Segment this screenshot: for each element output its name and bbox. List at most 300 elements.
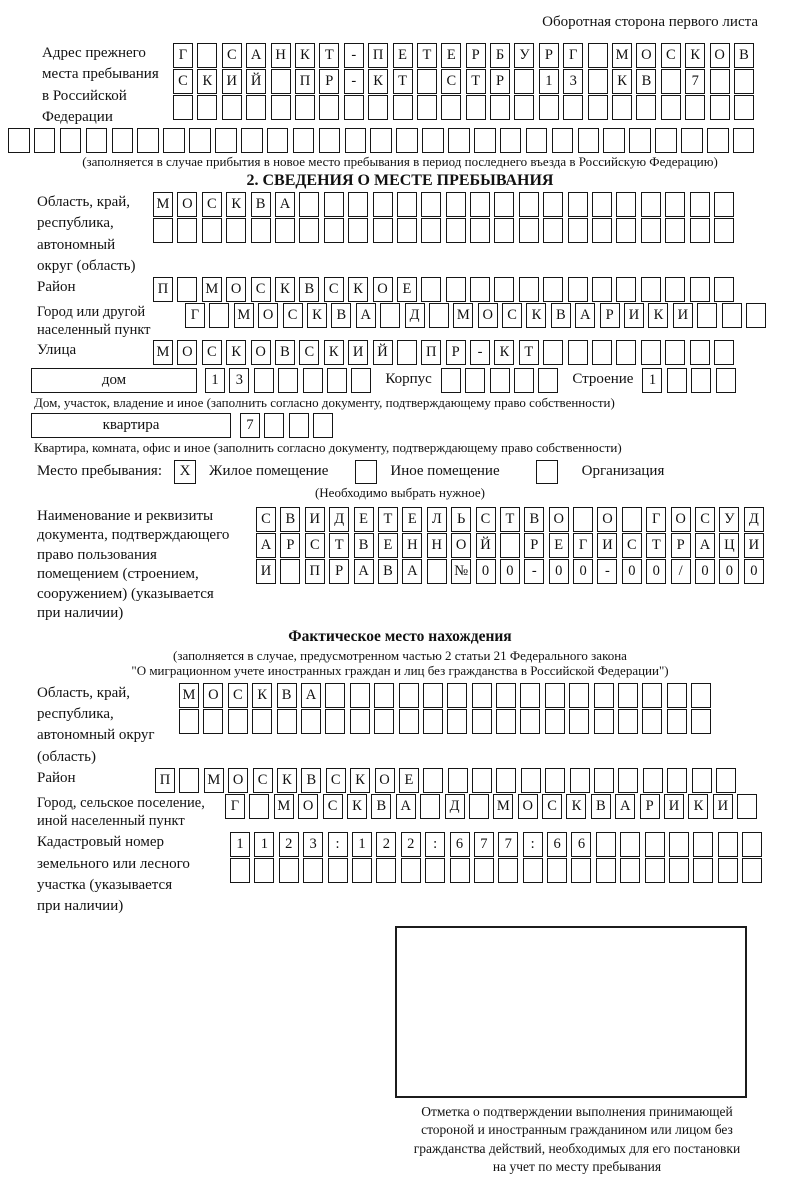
char-cell[interactable]: [427, 559, 447, 584]
char-cell[interactable]: Д: [329, 507, 349, 532]
char-cell[interactable]: 1: [254, 832, 274, 857]
char-cell[interactable]: [594, 683, 614, 708]
char-cell[interactable]: М: [204, 768, 224, 793]
char-cell[interactable]: [8, 128, 30, 153]
char-cell[interactable]: [417, 69, 437, 94]
char-cell[interactable]: В: [524, 507, 544, 532]
char-cell[interactable]: [203, 709, 223, 734]
char-cell[interactable]: И: [597, 533, 617, 558]
char-cell[interactable]: [420, 794, 440, 819]
char-cell[interactable]: [692, 768, 712, 793]
char-cell[interactable]: [521, 768, 541, 793]
char-cell[interactable]: [230, 858, 250, 883]
char-cell[interactable]: [423, 768, 443, 793]
char-cell[interactable]: [446, 277, 466, 302]
char-cell[interactable]: С: [323, 794, 343, 819]
char-cell[interactable]: Б: [490, 43, 510, 68]
char-cell[interactable]: В: [301, 768, 321, 793]
char-cell[interactable]: [612, 95, 632, 120]
char-cell[interactable]: [328, 858, 348, 883]
char-cell[interactable]: [470, 218, 490, 243]
char-cell[interactable]: Т: [393, 69, 413, 94]
char-cell[interactable]: Й: [246, 69, 266, 94]
char-cell[interactable]: 1: [539, 69, 559, 94]
char-cell[interactable]: [324, 218, 344, 243]
char-cell[interactable]: [373, 218, 393, 243]
char-cell[interactable]: Е: [393, 43, 413, 68]
char-cell[interactable]: [490, 368, 510, 393]
char-cell[interactable]: [690, 192, 710, 217]
char-cell[interactable]: [429, 303, 449, 328]
char-cell[interactable]: Р: [671, 533, 691, 558]
char-cell[interactable]: С: [326, 768, 346, 793]
char-cell[interactable]: [667, 768, 687, 793]
char-cell[interactable]: [690, 218, 710, 243]
char-cell[interactable]: С: [542, 794, 562, 819]
char-cell[interactable]: 7: [685, 69, 705, 94]
char-cell[interactable]: [691, 709, 711, 734]
char-cell[interactable]: [690, 277, 710, 302]
char-cell[interactable]: [592, 192, 612, 217]
char-cell[interactable]: Е: [402, 507, 422, 532]
char-cell[interactable]: [592, 277, 612, 302]
char-cell[interactable]: К: [197, 69, 217, 94]
char-cell[interactable]: 0: [646, 559, 666, 584]
char-cell[interactable]: [538, 368, 558, 393]
char-cell[interactable]: В: [331, 303, 351, 328]
char-cell[interactable]: Р: [280, 533, 300, 558]
char-cell[interactable]: [571, 858, 591, 883]
char-cell[interactable]: [616, 340, 636, 365]
char-cell[interactable]: [299, 192, 319, 217]
char-cell[interactable]: [280, 559, 300, 584]
char-cell[interactable]: М: [153, 192, 173, 217]
char-cell[interactable]: [271, 95, 291, 120]
char-cell[interactable]: [472, 709, 492, 734]
char-cell[interactable]: [350, 709, 370, 734]
char-cell[interactable]: [645, 858, 665, 883]
char-cell[interactable]: [380, 303, 400, 328]
char-cell[interactable]: [734, 95, 754, 120]
char-cell[interactable]: [722, 303, 742, 328]
char-cell[interactable]: С: [251, 277, 271, 302]
char-cell[interactable]: И: [673, 303, 693, 328]
char-cell[interactable]: О: [177, 340, 197, 365]
char-cell[interactable]: 3: [303, 832, 323, 857]
char-cell[interactable]: [177, 277, 197, 302]
char-cell[interactable]: [616, 218, 636, 243]
char-cell[interactable]: [618, 768, 638, 793]
char-cell[interactable]: Т: [646, 533, 666, 558]
char-cell[interactable]: [303, 368, 323, 393]
char-cell[interactable]: [303, 858, 323, 883]
char-cell[interactable]: [519, 218, 539, 243]
char-cell[interactable]: [246, 95, 266, 120]
char-cell[interactable]: Т: [519, 340, 539, 365]
char-cell[interactable]: К: [307, 303, 327, 328]
char-cell[interactable]: В: [275, 340, 295, 365]
char-cell[interactable]: И: [624, 303, 644, 328]
char-cell[interactable]: [252, 709, 272, 734]
char-cell[interactable]: [450, 858, 470, 883]
char-cell[interactable]: [222, 95, 242, 120]
char-cell[interactable]: -: [524, 559, 544, 584]
char-cell[interactable]: [397, 192, 417, 217]
char-cell[interactable]: [665, 218, 685, 243]
char-cell[interactable]: В: [378, 559, 398, 584]
char-cell[interactable]: [472, 683, 492, 708]
char-cell[interactable]: [568, 340, 588, 365]
char-cell[interactable]: [603, 128, 625, 153]
char-cell[interactable]: М: [202, 277, 222, 302]
char-cell[interactable]: 1: [642, 368, 662, 393]
char-cell[interactable]: К: [226, 340, 246, 365]
char-cell[interactable]: [690, 340, 710, 365]
char-cell[interactable]: [425, 858, 445, 883]
char-cell[interactable]: [348, 192, 368, 217]
char-cell[interactable]: К: [688, 794, 708, 819]
char-cell[interactable]: [399, 683, 419, 708]
char-cell[interactable]: [319, 95, 339, 120]
char-cell[interactable]: М: [153, 340, 173, 365]
char-cell[interactable]: [592, 218, 612, 243]
char-cell[interactable]: В: [354, 533, 374, 558]
char-cell[interactable]: [490, 95, 510, 120]
char-cell[interactable]: Р: [490, 69, 510, 94]
char-cell[interactable]: Д: [744, 507, 764, 532]
char-cell[interactable]: [202, 218, 222, 243]
char-cell[interactable]: [226, 218, 246, 243]
char-cell[interactable]: А: [301, 683, 321, 708]
char-cell[interactable]: К: [348, 277, 368, 302]
char-cell[interactable]: О: [478, 303, 498, 328]
char-cell[interactable]: -: [597, 559, 617, 584]
char-cell[interactable]: [655, 128, 677, 153]
char-cell[interactable]: К: [494, 340, 514, 365]
char-cell[interactable]: М: [179, 683, 199, 708]
char-cell[interactable]: [470, 277, 490, 302]
char-cell[interactable]: А: [396, 794, 416, 819]
char-cell[interactable]: [746, 303, 766, 328]
char-cell[interactable]: [448, 128, 470, 153]
char-cell[interactable]: К: [277, 768, 297, 793]
char-cell[interactable]: [685, 95, 705, 120]
char-cell[interactable]: О: [375, 768, 395, 793]
char-cell[interactable]: [370, 128, 392, 153]
char-cell[interactable]: [661, 95, 681, 120]
char-cell[interactable]: Е: [549, 533, 569, 558]
char-cell[interactable]: [264, 413, 284, 438]
char-cell[interactable]: 0: [500, 559, 520, 584]
char-cell[interactable]: [277, 709, 297, 734]
char-cell[interactable]: Л: [427, 507, 447, 532]
char-cell[interactable]: [514, 69, 534, 94]
char-cell[interactable]: [374, 683, 394, 708]
char-cell[interactable]: [629, 128, 651, 153]
char-cell[interactable]: [399, 709, 419, 734]
char-cell[interactable]: 0: [476, 559, 496, 584]
char-cell[interactable]: О: [549, 507, 569, 532]
char-cell[interactable]: [441, 368, 461, 393]
char-cell[interactable]: [271, 69, 291, 94]
char-cell[interactable]: К: [295, 43, 315, 68]
char-cell[interactable]: Т: [329, 533, 349, 558]
char-cell[interactable]: 3: [563, 69, 583, 94]
char-cell[interactable]: В: [636, 69, 656, 94]
char-cell[interactable]: [592, 340, 612, 365]
char-cell[interactable]: :: [425, 832, 445, 857]
char-cell[interactable]: [718, 832, 738, 857]
char-cell[interactable]: 6: [571, 832, 591, 857]
char-cell[interactable]: О: [597, 507, 617, 532]
char-cell[interactable]: [545, 709, 565, 734]
char-cell[interactable]: 1: [352, 832, 372, 857]
char-cell[interactable]: О: [710, 43, 730, 68]
char-cell[interactable]: [278, 368, 298, 393]
char-cell[interactable]: К: [566, 794, 586, 819]
char-cell[interactable]: [34, 128, 56, 153]
char-cell[interactable]: [179, 709, 199, 734]
char-cell[interactable]: [714, 218, 734, 243]
char-cell[interactable]: [494, 218, 514, 243]
char-cell[interactable]: [197, 43, 217, 68]
char-cell[interactable]: О: [203, 683, 223, 708]
char-cell[interactable]: М: [453, 303, 473, 328]
char-cell[interactable]: [215, 128, 237, 153]
char-cell[interactable]: [543, 218, 563, 243]
char-cell[interactable]: [60, 128, 82, 153]
char-cell[interactable]: [350, 683, 370, 708]
char-cell[interactable]: [397, 218, 417, 243]
char-cell[interactable]: [547, 858, 567, 883]
char-cell[interactable]: А: [275, 192, 295, 217]
checkbox-other-premises[interactable]: [355, 460, 377, 484]
char-cell[interactable]: [636, 95, 656, 120]
char-cell[interactable]: 6: [450, 832, 470, 857]
char-cell[interactable]: [618, 683, 638, 708]
char-cell[interactable]: И: [713, 794, 733, 819]
char-cell[interactable]: 2: [376, 832, 396, 857]
char-cell[interactable]: [137, 128, 159, 153]
char-cell[interactable]: С: [299, 340, 319, 365]
char-cell[interactable]: [465, 368, 485, 393]
char-cell[interactable]: С: [222, 43, 242, 68]
char-cell[interactable]: [301, 709, 321, 734]
char-cell[interactable]: И: [664, 794, 684, 819]
char-cell[interactable]: [641, 277, 661, 302]
char-cell[interactable]: [691, 368, 711, 393]
char-cell[interactable]: Й: [476, 533, 496, 558]
char-cell[interactable]: 2: [279, 832, 299, 857]
char-cell[interactable]: [570, 768, 590, 793]
char-cell[interactable]: [568, 192, 588, 217]
char-cell[interactable]: [545, 768, 565, 793]
char-cell[interactable]: [642, 709, 662, 734]
char-cell[interactable]: [417, 95, 437, 120]
char-cell[interactable]: С: [256, 507, 276, 532]
char-cell[interactable]: [573, 507, 593, 532]
char-cell[interactable]: [693, 832, 713, 857]
char-cell[interactable]: [526, 128, 548, 153]
char-cell[interactable]: И: [256, 559, 276, 584]
char-cell[interactable]: [734, 69, 754, 94]
char-cell[interactable]: [376, 858, 396, 883]
char-cell[interactable]: 7: [240, 413, 260, 438]
char-cell[interactable]: [466, 95, 486, 120]
char-cell[interactable]: [588, 43, 608, 68]
char-cell[interactable]: С: [173, 69, 193, 94]
char-cell[interactable]: 6: [547, 832, 567, 857]
char-cell[interactable]: Е: [399, 768, 419, 793]
char-cell[interactable]: К: [252, 683, 272, 708]
char-cell[interactable]: Е: [441, 43, 461, 68]
char-cell[interactable]: В: [591, 794, 611, 819]
char-cell[interactable]: А: [356, 303, 376, 328]
char-cell[interactable]: [568, 277, 588, 302]
char-cell[interactable]: К: [226, 192, 246, 217]
char-cell[interactable]: [742, 832, 762, 857]
char-cell[interactable]: [496, 768, 516, 793]
char-cell[interactable]: Т: [378, 507, 398, 532]
char-cell[interactable]: [396, 128, 418, 153]
char-cell[interactable]: О: [251, 340, 271, 365]
char-cell[interactable]: Е: [354, 507, 374, 532]
char-cell[interactable]: Н: [402, 533, 422, 558]
char-cell[interactable]: [641, 340, 661, 365]
char-cell[interactable]: Р: [466, 43, 486, 68]
char-cell[interactable]: [474, 858, 494, 883]
char-cell[interactable]: 1: [230, 832, 250, 857]
char-cell[interactable]: Д: [445, 794, 465, 819]
char-cell[interactable]: С: [202, 340, 222, 365]
char-cell[interactable]: С: [305, 533, 325, 558]
char-cell[interactable]: П: [368, 43, 388, 68]
char-cell[interactable]: О: [518, 794, 538, 819]
char-cell[interactable]: [596, 858, 616, 883]
char-cell[interactable]: Г: [173, 43, 193, 68]
char-cell[interactable]: С: [253, 768, 273, 793]
char-cell[interactable]: [514, 95, 534, 120]
char-cell[interactable]: У: [514, 43, 534, 68]
char-cell[interactable]: [393, 95, 413, 120]
char-cell[interactable]: А: [256, 533, 276, 558]
char-cell[interactable]: [645, 832, 665, 857]
char-cell[interactable]: [543, 277, 563, 302]
char-cell[interactable]: [520, 683, 540, 708]
char-cell[interactable]: [519, 277, 539, 302]
char-cell[interactable]: [496, 709, 516, 734]
char-cell[interactable]: К: [324, 340, 344, 365]
char-cell[interactable]: [275, 218, 295, 243]
char-cell[interactable]: -: [344, 69, 364, 94]
char-cell[interactable]: В: [734, 43, 754, 68]
char-cell[interactable]: [500, 533, 520, 558]
char-cell[interactable]: [641, 218, 661, 243]
char-cell[interactable]: [693, 858, 713, 883]
char-cell[interactable]: В: [251, 192, 271, 217]
char-cell[interactable]: [374, 709, 394, 734]
char-cell[interactable]: [519, 192, 539, 217]
char-cell[interactable]: [594, 709, 614, 734]
char-cell[interactable]: И: [305, 507, 325, 532]
char-cell[interactable]: [447, 709, 467, 734]
char-cell[interactable]: 7: [498, 832, 518, 857]
char-cell[interactable]: [733, 128, 755, 153]
char-cell[interactable]: У: [719, 507, 739, 532]
checkbox-residential[interactable]: X: [174, 460, 196, 484]
char-cell[interactable]: [514, 368, 534, 393]
char-cell[interactable]: О: [177, 192, 197, 217]
char-cell[interactable]: Ц: [719, 533, 739, 558]
char-cell[interactable]: [423, 709, 443, 734]
char-cell[interactable]: [568, 218, 588, 243]
char-cell[interactable]: [470, 192, 490, 217]
char-cell[interactable]: [163, 128, 185, 153]
char-cell[interactable]: Ь: [451, 507, 471, 532]
char-cell[interactable]: С: [695, 507, 715, 532]
char-cell[interactable]: Р: [319, 69, 339, 94]
char-cell[interactable]: [421, 192, 441, 217]
char-cell[interactable]: А: [575, 303, 595, 328]
char-cell[interactable]: [352, 858, 372, 883]
char-cell[interactable]: П: [153, 277, 173, 302]
char-cell[interactable]: П: [295, 69, 315, 94]
char-cell[interactable]: С: [441, 69, 461, 94]
char-cell[interactable]: [563, 95, 583, 120]
char-cell[interactable]: [241, 128, 263, 153]
char-cell[interactable]: [173, 95, 193, 120]
char-cell[interactable]: [422, 128, 444, 153]
char-cell[interactable]: :: [328, 832, 348, 857]
char-cell[interactable]: К: [526, 303, 546, 328]
char-cell[interactable]: П: [155, 768, 175, 793]
char-cell[interactable]: [327, 368, 347, 393]
char-cell[interactable]: [313, 413, 333, 438]
char-cell[interactable]: М: [612, 43, 632, 68]
char-cell[interactable]: П: [421, 340, 441, 365]
char-cell[interactable]: О: [451, 533, 471, 558]
char-cell[interactable]: [228, 709, 248, 734]
checkbox-organization[interactable]: [536, 460, 558, 484]
char-cell[interactable]: [153, 218, 173, 243]
char-cell[interactable]: О: [258, 303, 278, 328]
char-cell[interactable]: Р: [446, 340, 466, 365]
char-cell[interactable]: С: [202, 192, 222, 217]
char-cell[interactable]: [661, 69, 681, 94]
char-cell[interactable]: [209, 303, 229, 328]
char-cell[interactable]: [325, 709, 345, 734]
char-cell[interactable]: О: [298, 794, 318, 819]
char-cell[interactable]: [667, 683, 687, 708]
char-cell[interactable]: С: [476, 507, 496, 532]
char-cell[interactable]: [552, 128, 574, 153]
char-cell[interactable]: [622, 507, 642, 532]
char-cell[interactable]: [179, 768, 199, 793]
char-cell[interactable]: Р: [600, 303, 620, 328]
char-cell[interactable]: 3: [229, 368, 249, 393]
char-cell[interactable]: :: [523, 832, 543, 857]
char-cell[interactable]: Г: [563, 43, 583, 68]
char-cell[interactable]: [714, 340, 734, 365]
char-cell[interactable]: [319, 128, 341, 153]
char-cell[interactable]: [496, 683, 516, 708]
char-cell[interactable]: Р: [640, 794, 660, 819]
char-cell[interactable]: А: [354, 559, 374, 584]
char-cell[interactable]: А: [246, 43, 266, 68]
char-cell[interactable]: [716, 368, 736, 393]
char-cell[interactable]: В: [299, 277, 319, 302]
char-cell[interactable]: Р: [524, 533, 544, 558]
